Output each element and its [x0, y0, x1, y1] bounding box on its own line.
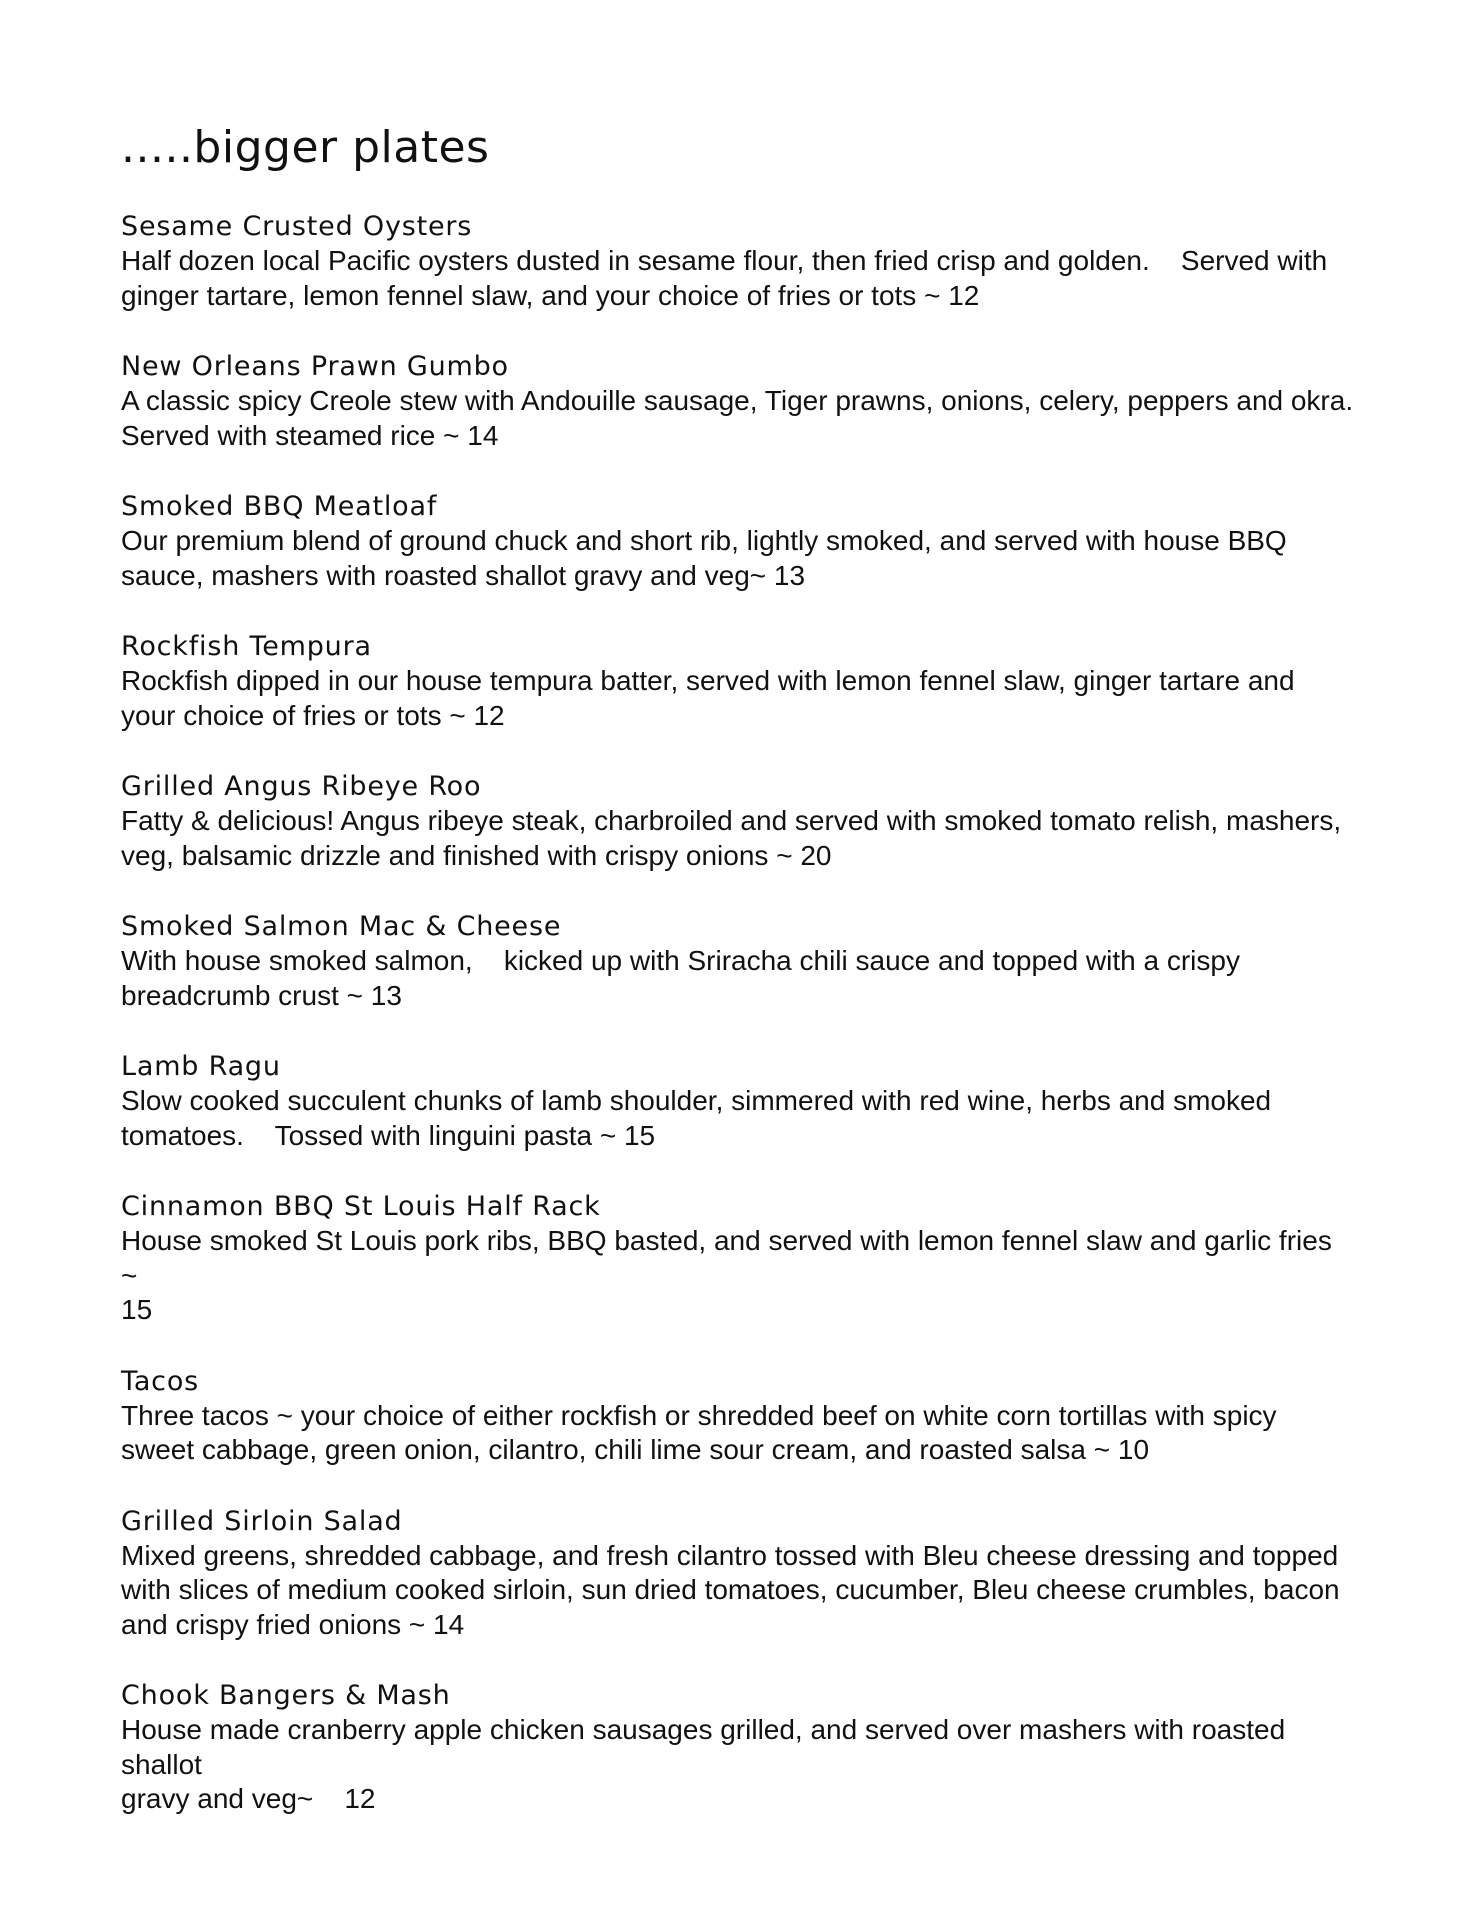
menu-item-description-line: Three tacos ~ your choice of either rockfish or shredded beef on white corn tortillas with spicy — [121, 1399, 1277, 1431]
menu-item-description-line: Our premium blend of ground chuck and short rib, lightly smoked, and served with house BBQ — [121, 525, 1287, 556]
menu-item-name: Lamb Ragu — [121, 1051, 281, 1082]
menu-item-name: Grilled Angus Ribeye Roo — [121, 771, 482, 802]
menu-item — [121, 770, 1371, 873]
menu-item — [121, 1190, 1371, 1328]
menu-item-description-line: sauce, mashers with roasted shallot gravy and veg~ 13 — [121, 559, 806, 591]
menu-item-description-line: House smoked St Louis pork ribs, BBQ basted, and served with lemon fennel slaw and garlic fries ~ — [121, 1225, 1363, 1291]
menu-item-description-line: and crispy fried onions ~ 14 — [121, 1608, 465, 1640]
menu-item-name: Sesame Crusted Oysters — [121, 211, 473, 242]
menu-item-description-line: Served with steamed rice ~ 14 — [121, 419, 499, 451]
menu-item — [121, 1505, 1371, 1643]
menu-item — [121, 910, 1371, 1013]
menu-list — [121, 210, 1371, 1817]
menu-item-description-line: 15 — [121, 1294, 153, 1325]
menu-item-description-line: your choice of fries or tots ~ 12 — [121, 699, 505, 731]
menu-item-name: New Orleans Prawn Gumbo — [121, 351, 509, 382]
menu-item-name: Smoked Salmon Mac & Cheese — [121, 911, 562, 942]
menu-item-name: Smoked BBQ Meatloaf — [121, 491, 438, 522]
menu-item-description-line: House made cranberry apple chicken sausages grilled, and served over mashers with roasted shallot — [121, 1714, 1293, 1780]
menu-item-description-line: with slices of medium cooked sirloin, sun dried tomatoes, cucumber, Bleu cheese crumbles, bacon — [121, 1574, 1340, 1605]
menu-item-description-line: Rockfish dipped in our house tempura batter, served with lemon fennel slaw, ginger tartare and — [121, 665, 1295, 696]
menu-item-description-line: Half dozen local Pacific oysters dusted in sesame flour, then fried crisp and golden. Served with — [121, 245, 1328, 276]
menu-item-description-line: Fatty & delicious! Angus ribeye steak, charbroiled and served with smoked tomato relish, mashers, — [121, 805, 1342, 836]
menu-item — [121, 630, 1371, 733]
menu-item-name: Chook Bangers & Mash — [121, 1680, 451, 1711]
menu-item-description-line: sweet cabbage, green onion, cilantro, chili lime sour cream, and roasted salsa ~ 10 — [121, 1434, 1150, 1465]
page-title: .....bigger plates — [121, 122, 490, 173]
menu-item-name: Tacos — [121, 1365, 199, 1397]
menu-item — [121, 1050, 1371, 1153]
menu-item-description-line: A classic spicy Creole stew with Andouille sausage, Tiger prawns, onions, celery, peppers and okra. — [121, 385, 1354, 416]
menu-item — [121, 1365, 1371, 1468]
menu-item — [121, 210, 1371, 313]
menu-item — [121, 490, 1371, 593]
menu-item-description-line: tomatoes. Tossed with linguini pasta ~ 15 — [121, 1119, 656, 1151]
menu-item-name: Rockfish Tempura — [121, 631, 372, 662]
menu-item-description-line: gravy and veg~ 12 — [121, 1783, 376, 1814]
menu-item-description-line: With house smoked salmon, kicked up with Sriracha chili sauce and topped with a crispy — [121, 945, 1240, 976]
menu-item — [121, 1679, 1371, 1817]
menu-page — [121, 118, 1371, 1854]
menu-item-description-line: veg, balsamic drizzle and finished with crispy onions ~ 20 — [121, 839, 832, 871]
menu-item-description-line: Slow cooked succulent chunks of lamb shoulder, simmered with red wine, herbs and smoked — [121, 1085, 1272, 1116]
menu-item-name: Grilled Sirloin Salad — [121, 1505, 403, 1537]
menu-item — [121, 350, 1371, 453]
menu-item-name: Cinnamon BBQ St Louis Half Rack — [121, 1191, 601, 1222]
menu-item-description-line: ginger tartare, lemon fennel slaw, and your choice of fries or tots ~ 12 — [121, 279, 980, 311]
menu-item-description-line: breadcrumb crust ~ 13 — [121, 979, 402, 1011]
menu-item-description-line: Mixed greens, shredded cabbage, and fresh cilantro tossed with Bleu cheese dressing and topped — [121, 1539, 1339, 1571]
